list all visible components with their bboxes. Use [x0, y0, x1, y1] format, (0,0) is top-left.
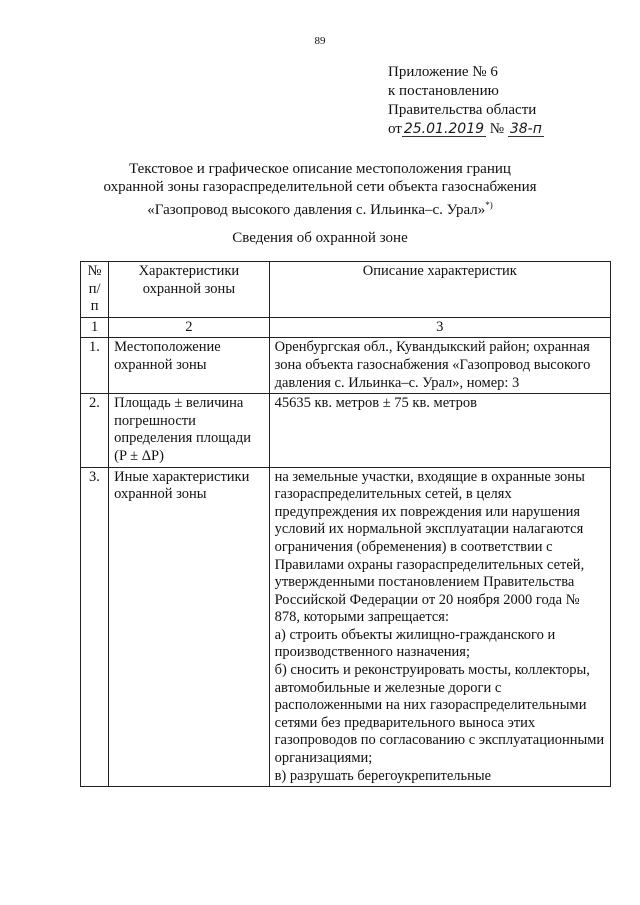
row-number: 1.: [81, 338, 109, 394]
title-line-1: Текстовое и графическое описание местоположения границ: [129, 161, 511, 177]
row-description: [269, 467, 610, 787]
table-row: [81, 338, 611, 394]
table-header-row: [81, 262, 611, 318]
appendix-line-2: к постановлению: [388, 83, 499, 99]
number-prefix: №: [489, 121, 505, 137]
description-paragraph: б) сносить и реконструировать мосты, коллекторы, автомобильные и железные дороги с расположенными на них газораспределительными сетями без предварительного выноса этих газопроводов по согласованию с эксплуатационными организациями;: [274, 662, 605, 767]
header-description: Описание характеристик: [269, 262, 610, 318]
footnote-mark: *): [485, 200, 493, 210]
description-paragraph: а) строить объекты жилищно-гражданского и производственного назначения;: [274, 626, 556, 661]
document-title: [0, 160, 640, 219]
protection-zone-table: [80, 261, 611, 787]
row-characteristic: Иные характеристики охранной зоны: [109, 467, 269, 787]
description-paragraph: в) разрушать берегоукрепительные: [274, 767, 492, 784]
title-line-3-text: «Газопровод высокого давления с. Ильинка–с. Урал»: [147, 202, 486, 218]
table-row: [81, 394, 611, 467]
row-characteristic: Местоположение охранной зоны: [109, 338, 269, 394]
title-line-3: [0, 196, 640, 219]
row-description: 45635 кв. метров ± 75 кв. метров: [269, 394, 610, 467]
page-number: 89: [314, 35, 326, 47]
description-paragraph: на земельные участки, входящие в охранные зоны газораспределительных сетей, в целях предупреждения их повреждения или нарушения условий их нормальной эксплуатации налагаются ограничения (обременения) в соответствии с Правилами охраны газораспределительных сетей, утвержденными постановлением Правительства Российской Федерации от 20 ноября 2000 года № 878, которыми запрещается:: [274, 468, 585, 626]
appendix-block: [388, 63, 544, 139]
row-number: 2.: [81, 394, 109, 467]
column-number-row: [81, 317, 611, 338]
row-characteristic: Площадь ± величина погрешности определения площади (P ± ΔP): [109, 394, 269, 467]
title-line-2: охранной зоны газораспределительной сети объекта газоснабжения: [103, 179, 537, 195]
appendix-line-1: Приложение № 6: [388, 64, 498, 80]
column-number: 3: [269, 317, 610, 338]
header-characteristics: Характеристики охранной зоны: [109, 262, 269, 318]
header-num: № п/п: [81, 262, 109, 318]
appendix-line-3: Правительства области: [388, 102, 537, 118]
table-row: [81, 467, 611, 787]
column-number: 2: [109, 317, 269, 338]
section-subtitle: Сведения об охранной зоне: [232, 230, 408, 246]
handwritten-date: 25.01.2019: [403, 121, 485, 137]
column-number: 1: [81, 317, 109, 338]
handwritten-number: 38-п: [509, 121, 542, 137]
appendix-date-line: [388, 120, 544, 139]
row-description: Оренбургская обл., Кувандыкский район; охранная зона объекта газоснабжения «Газопровод высокого давления с. Ильинка–с. Урал», номер: 3: [269, 338, 610, 394]
row-number: 3.: [81, 467, 109, 787]
date-prefix: от: [388, 121, 402, 137]
